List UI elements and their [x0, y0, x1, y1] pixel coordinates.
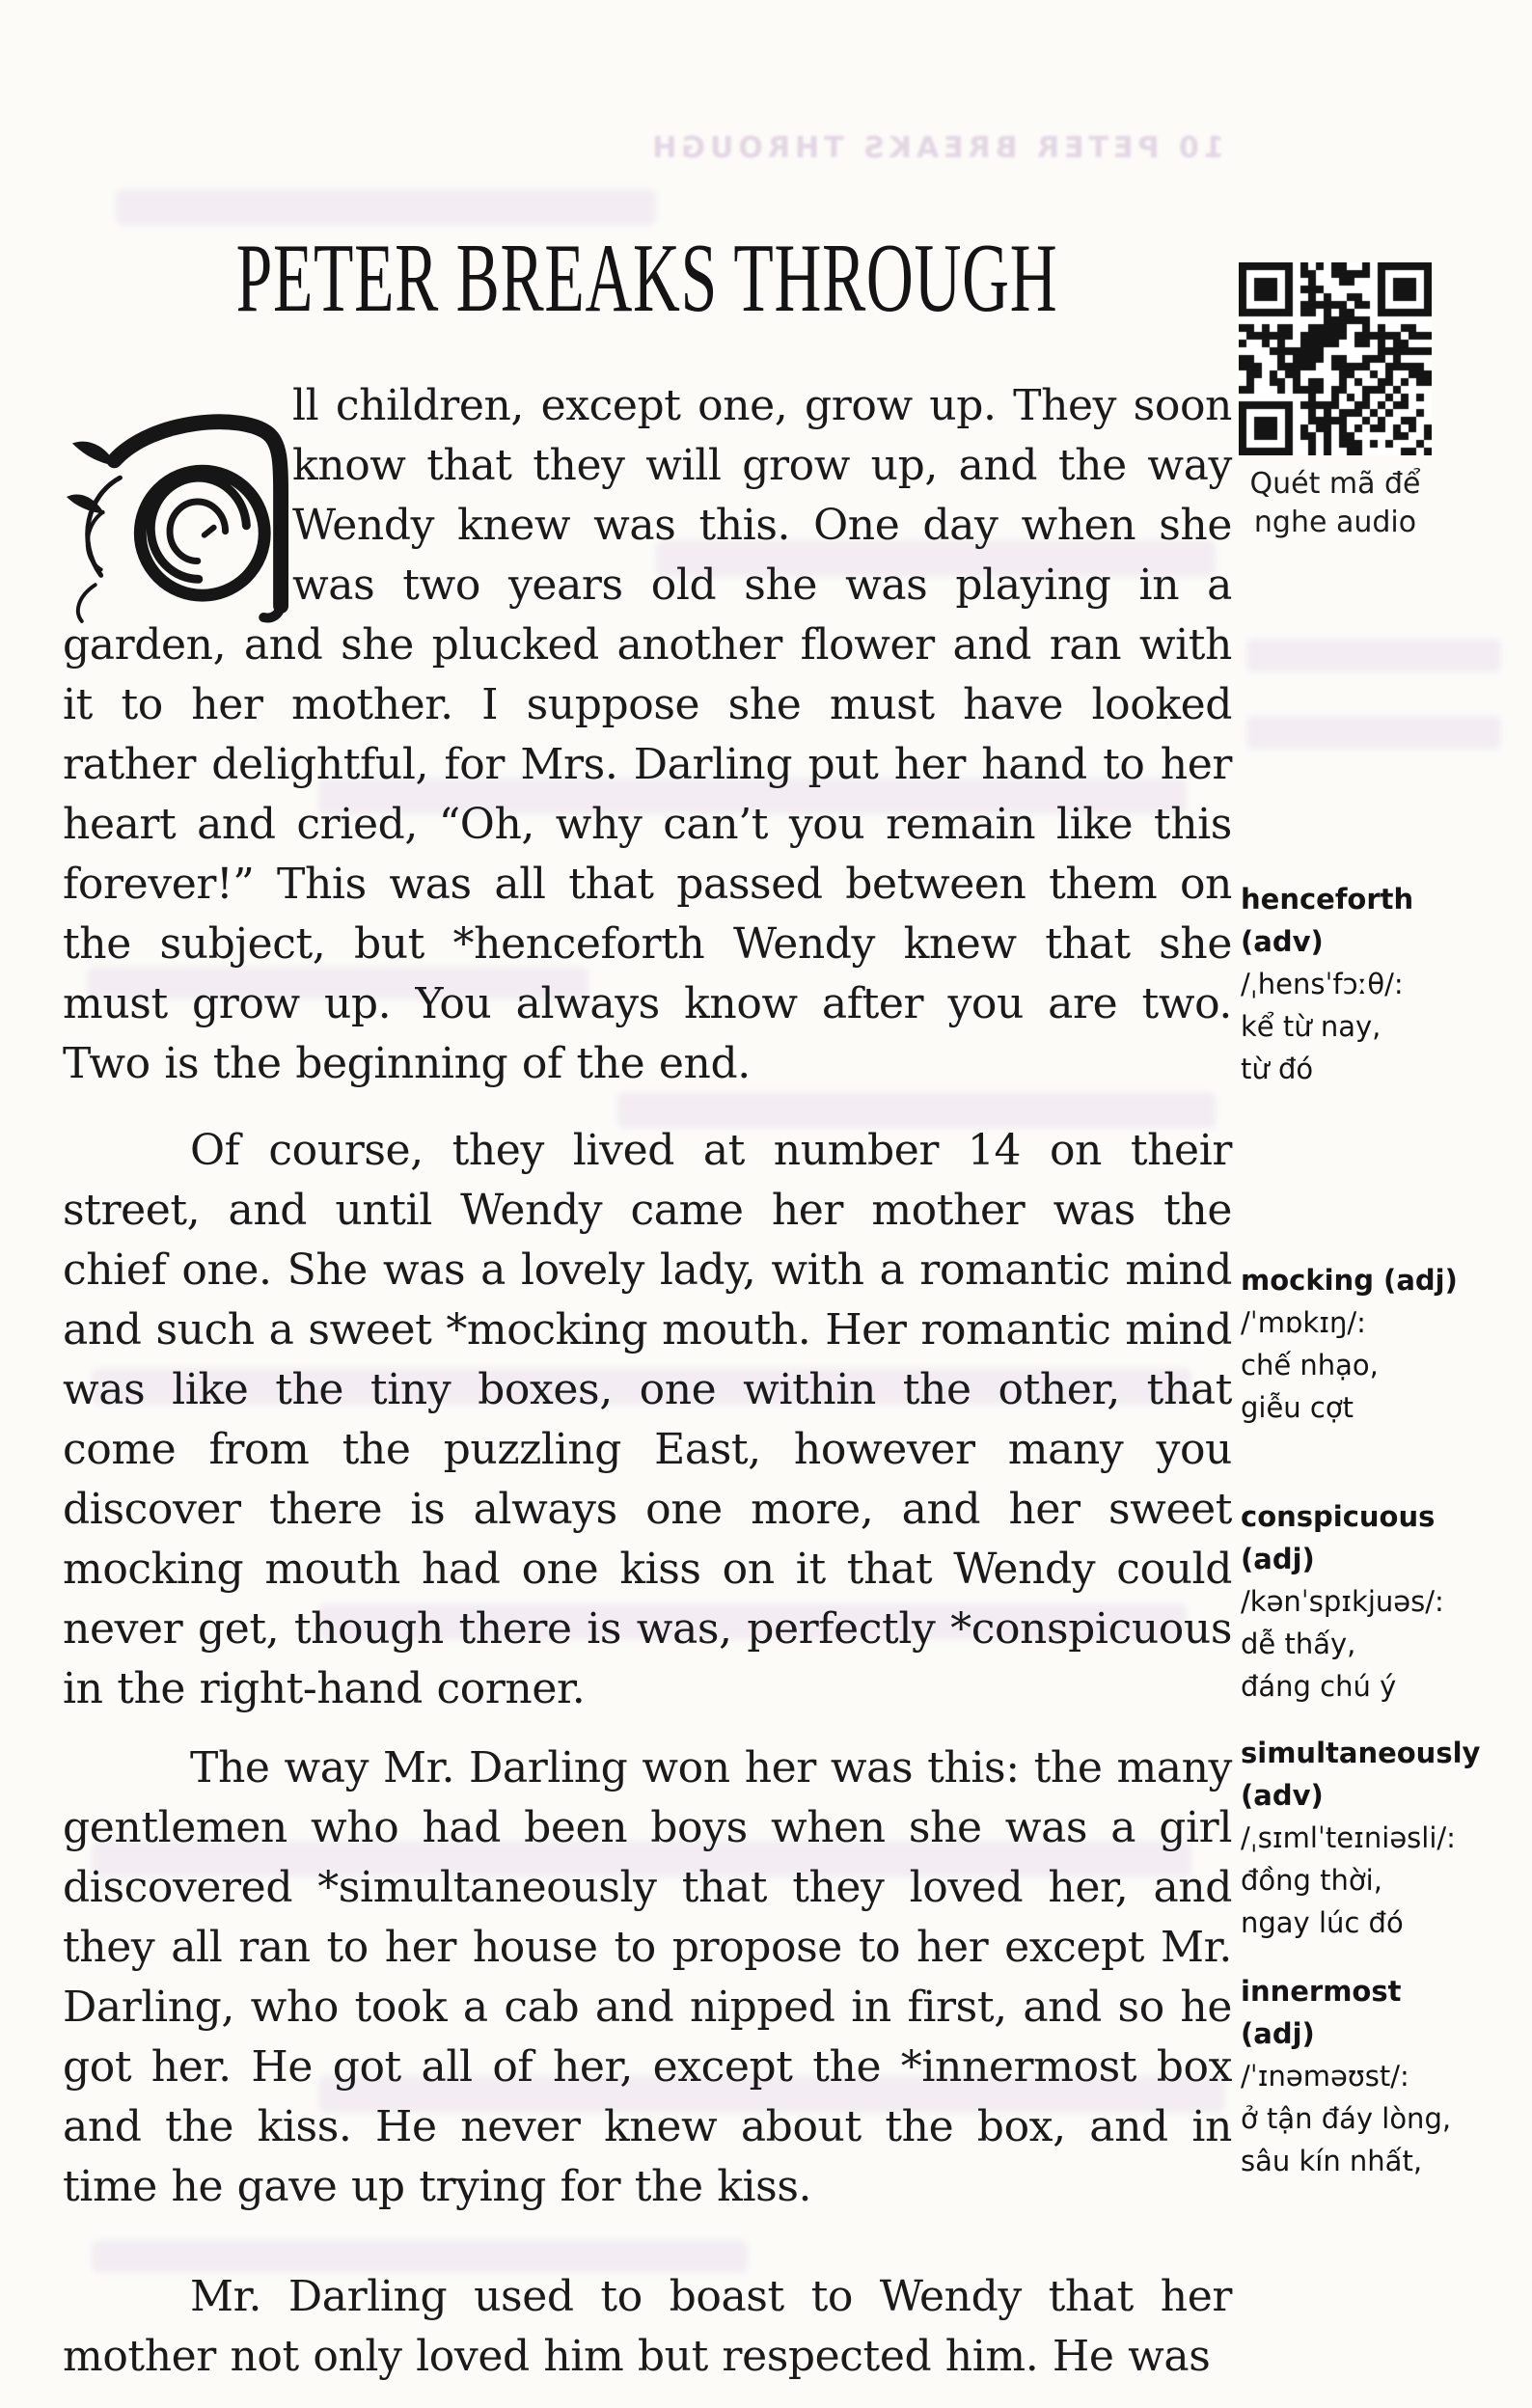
- vocab-meaning: đồng thời,: [1241, 1864, 1382, 1897]
- vocab-meaning: ngay lúc đó: [1241, 1906, 1404, 1939]
- vocab-entry-conspicuous: [1241, 1495, 1530, 1708]
- vocab-word: mocking (adj): [1241, 1264, 1458, 1297]
- vocab-pos: (adv): [1241, 1779, 1324, 1812]
- paragraph-1-text: ll children, except one, grow up. They soon know that they will grow up, and the way Wendy knew was this. One day when she was two years old she was playing in a garden, and she plucked another flower and ran with it to her mother. I suppose she must have looked rather delightful, for Mrs. Darling put her hand to her heart and cried, “Oh, why can’t you remain like this forever!” This was all that passed between them on the subject, but *henceforth Wendy knew that she must grow up. You always know after you are two. Two is the beginning of the end.: [63, 381, 1232, 1088]
- vocab-meaning: ở tận đáy lòng,: [1241, 2102, 1452, 2135]
- vocab-ipa: /kənˈspɪkjuəs/:: [1241, 1585, 1444, 1618]
- vocab-meaning: chế nhạo,: [1241, 1349, 1379, 1382]
- qr-caption-line2: nghe audio: [1253, 506, 1417, 539]
- vocab-word: innermost: [1241, 1975, 1402, 2008]
- vocab-meaning: kể từ nay,: [1241, 1010, 1382, 1043]
- bleed-through-header: 10 PETER BREAKS THROUGH: [647, 131, 1224, 165]
- vocab-word: henceforth: [1241, 883, 1414, 916]
- vocab-pos: (adv): [1241, 925, 1324, 958]
- vocab-ipa: /ˌsɪmlˈteɪniəsli/:: [1241, 1821, 1456, 1854]
- vocab-meaning: đáng chú ý: [1241, 1670, 1397, 1703]
- bleed-through-stripe: [1246, 639, 1501, 671]
- vocab-word: simultaneously: [1241, 1737, 1481, 1769]
- vocab-meaning: dễ thấy,: [1241, 1628, 1356, 1660]
- vocab-entry-henceforth: [1241, 878, 1530, 1090]
- paragraph-1: [63, 376, 1232, 1094]
- qr-code: [1239, 262, 1432, 455]
- chapter-title-row: [63, 224, 1230, 333]
- bleed-through-stripe: [116, 189, 656, 226]
- vocab-word: conspicuous: [1241, 1500, 1436, 1533]
- vocab-pos: (adj): [1241, 1543, 1315, 1575]
- qr-caption-line1: Quét mã để: [1249, 467, 1421, 501]
- paragraph-4: Mr. Darling used to boast to Wendy that her mother not only loved him but respected him. He was: [63, 2272, 1232, 2381]
- qr-caption: [1210, 465, 1461, 542]
- ornate-initial-a-icon: [59, 370, 288, 629]
- vocab-ipa: /ˌhensˈfɔːθ/:: [1241, 968, 1404, 1000]
- vocab-entry-mocking: [1241, 1259, 1530, 1429]
- vocab-entry-simultaneously: [1241, 1732, 1530, 1944]
- bleed-through-stripe: [1246, 716, 1501, 749]
- paragraph-2: Of course, they lived at number 14 on their street, and until Wendy came her mother was the chief one. She was a lovely lady, with a romantic mind and such a sweet *mocking mouth. Her romantic mind was like the tiny boxes, one within the other, that come from the puzzling East, however many you discover there is always one more, and her sweet mocking mouth had one kiss on it that Wendy could never get, though there is was, perfectly *conspicuous in the right-hand corner.: [63, 1126, 1232, 1713]
- vocab-ipa: /ˈmɒkɪŋ/:: [1241, 1306, 1366, 1339]
- vocab-meaning: từ đó: [1241, 1053, 1314, 1085]
- chapter-title: PETER BREAKS THROUGH: [235, 224, 1057, 333]
- vocab-ipa: /ˈɪnəməʊst/:: [1241, 2060, 1409, 2093]
- vocab-entry-innermost: [1241, 1970, 1530, 2182]
- vocab-pos: (adj): [1241, 2017, 1315, 2050]
- qr-code-canvas: [1239, 262, 1432, 455]
- vocab-meaning: giễu cợt: [1241, 1391, 1354, 1424]
- drop-cap: [63, 376, 287, 561]
- paragraph-3: The way Mr. Darling won her was this: the many gentlemen who had been boys when she was a girl discovered *simultaneously that they loved her, and they all ran to her house to propose to her except Mr. Darling, who took a cab and nipped in first, and so he got her. He got all of her, except the *innermost box and the kiss. He never knew about the box, and in time he gave up trying for the kiss.: [63, 1743, 1232, 2211]
- vocab-meaning: sâu kín nhất,: [1241, 2145, 1423, 2177]
- body-text-column: [63, 376, 1232, 2387]
